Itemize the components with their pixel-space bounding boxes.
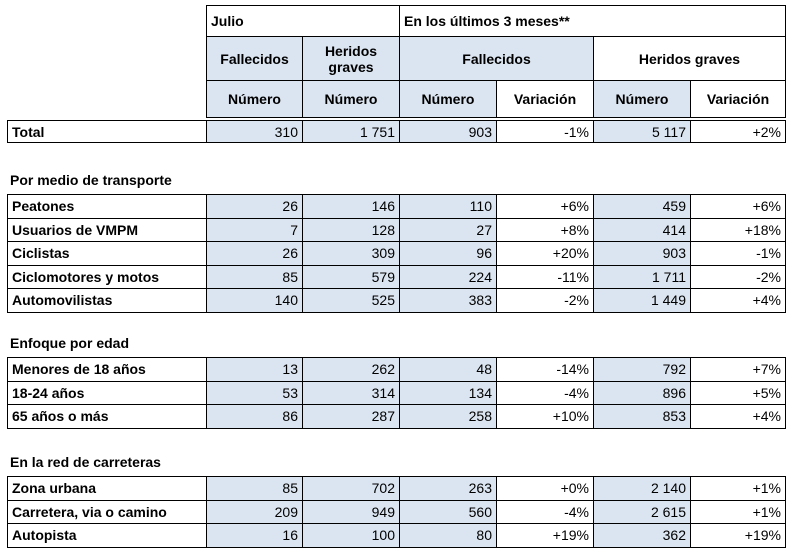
section-title: Enfoque por edad bbox=[10, 335, 129, 351]
table-cell: 560 bbox=[399, 500, 497, 525]
table-cell: 53 bbox=[206, 381, 303, 406]
row-label: Carretera, via o camino bbox=[7, 500, 207, 525]
table-cell: 13 bbox=[206, 357, 303, 382]
table-cell: -2% bbox=[690, 265, 786, 290]
table-cell: 80 bbox=[399, 523, 497, 548]
total-cell: -1% bbox=[496, 120, 594, 143]
table-cell: +6% bbox=[690, 194, 786, 219]
table-cell: 287 bbox=[302, 404, 400, 429]
row-label: 65 años o más bbox=[7, 404, 207, 429]
header-numero-3: Número bbox=[399, 80, 497, 118]
table-cell: 96 bbox=[399, 241, 497, 266]
table-cell: 262 bbox=[302, 357, 400, 382]
table-cell: 134 bbox=[399, 381, 497, 406]
table-cell: 459 bbox=[593, 194, 691, 219]
table-cell: +1% bbox=[690, 476, 786, 501]
table-cell: 903 bbox=[593, 241, 691, 266]
table-cell: 128 bbox=[302, 218, 400, 243]
total-cell: 903 bbox=[399, 120, 497, 143]
table-cell: +10% bbox=[496, 404, 594, 429]
table-cell: 48 bbox=[399, 357, 497, 382]
table-cell: +8% bbox=[496, 218, 594, 243]
table-cell: -4% bbox=[496, 381, 594, 406]
header-heridos-graves-3m: Heridos graves bbox=[593, 36, 786, 81]
table-cell: +18% bbox=[690, 218, 786, 243]
total-cell: 1 751 bbox=[302, 120, 400, 143]
table-cell: 853 bbox=[593, 404, 691, 429]
table-cell: 1 449 bbox=[593, 288, 691, 313]
section-title: En la red de carreteras bbox=[10, 454, 161, 470]
header-last-3-months: En los últimos 3 meses** bbox=[399, 5, 786, 37]
row-label: Peatones bbox=[7, 194, 207, 219]
total-cell: 5 117 bbox=[593, 120, 691, 143]
row-label: Usuarios de VMPM bbox=[7, 218, 207, 243]
table-cell: 383 bbox=[399, 288, 497, 313]
row-label: Automovilistas bbox=[7, 288, 207, 313]
table-cell: 702 bbox=[302, 476, 400, 501]
table-cell: 2 140 bbox=[593, 476, 691, 501]
table-cell: 314 bbox=[302, 381, 400, 406]
table-cell: 16 bbox=[206, 523, 303, 548]
row-label: Ciclistas bbox=[7, 241, 207, 266]
header-heridos-graves bbox=[302, 36, 400, 81]
table-cell: +0% bbox=[496, 476, 594, 501]
table-cell: +19% bbox=[690, 523, 786, 548]
table-cell: 146 bbox=[302, 194, 400, 219]
row-label: Ciclomotores y motos bbox=[7, 265, 207, 290]
row-label: Autopista bbox=[7, 523, 207, 548]
header-heridos-line2: graves bbox=[328, 58, 374, 75]
table-cell: 85 bbox=[206, 476, 303, 501]
table-cell: +1% bbox=[690, 500, 786, 525]
table-cell: 362 bbox=[593, 523, 691, 548]
total-label: Total bbox=[7, 120, 207, 143]
table-cell: 525 bbox=[302, 288, 400, 313]
table-cell: -4% bbox=[496, 500, 594, 525]
table-cell: 85 bbox=[206, 265, 303, 290]
table-cell: 224 bbox=[399, 265, 497, 290]
table-cell: +5% bbox=[690, 381, 786, 406]
table-cell: 949 bbox=[302, 500, 400, 525]
row-label: Menores de 18 años bbox=[7, 357, 207, 382]
total-cell: 310 bbox=[206, 120, 303, 143]
section-title: Por medio de transporte bbox=[10, 172, 172, 188]
header-variacion-2: Variación bbox=[690, 80, 786, 118]
table-cell: 792 bbox=[593, 357, 691, 382]
table-cell: 209 bbox=[206, 500, 303, 525]
table-cell: +6% bbox=[496, 194, 594, 219]
table-cell: +4% bbox=[690, 404, 786, 429]
table-cell: 26 bbox=[206, 194, 303, 219]
table-cell: 100 bbox=[302, 523, 400, 548]
header-numero-4: Número bbox=[593, 80, 691, 118]
header-fallecidos-3m: Fallecidos bbox=[399, 36, 594, 81]
header-julio: Julio bbox=[206, 5, 400, 37]
table-cell: 579 bbox=[302, 265, 400, 290]
table-cell: 1 711 bbox=[593, 265, 691, 290]
table-cell: 110 bbox=[399, 194, 497, 219]
table-cell: 896 bbox=[593, 381, 691, 406]
row-label: Zona urbana bbox=[7, 476, 207, 501]
table-cell: +20% bbox=[496, 241, 594, 266]
table-cell: +19% bbox=[496, 523, 594, 548]
row-label: 18-24 años bbox=[7, 381, 207, 406]
table-cell: 414 bbox=[593, 218, 691, 243]
table-cell: +4% bbox=[690, 288, 786, 313]
table-cell: -14% bbox=[496, 357, 594, 382]
table-cell: 140 bbox=[206, 288, 303, 313]
table-cell: -2% bbox=[496, 288, 594, 313]
table-cell: 27 bbox=[399, 218, 497, 243]
table-cell: 7 bbox=[206, 218, 303, 243]
header-variacion-1: Variación bbox=[496, 80, 594, 118]
table-cell: -1% bbox=[690, 241, 786, 266]
table-cell: +7% bbox=[690, 357, 786, 382]
header-numero-1: Número bbox=[206, 80, 303, 118]
table-cell: -11% bbox=[496, 265, 594, 290]
header-heridos-line1: Heridos bbox=[324, 42, 378, 59]
header-fallecidos: Fallecidos bbox=[206, 36, 303, 81]
table-cell: 263 bbox=[399, 476, 497, 501]
table-cell: 258 bbox=[399, 404, 497, 429]
table-cell: 309 bbox=[302, 241, 400, 266]
total-cell: +2% bbox=[690, 120, 786, 143]
header-numero-2: Número bbox=[302, 80, 400, 118]
table-cell: 26 bbox=[206, 241, 303, 266]
table-cell: 86 bbox=[206, 404, 303, 429]
table-cell: 2 615 bbox=[593, 500, 691, 525]
